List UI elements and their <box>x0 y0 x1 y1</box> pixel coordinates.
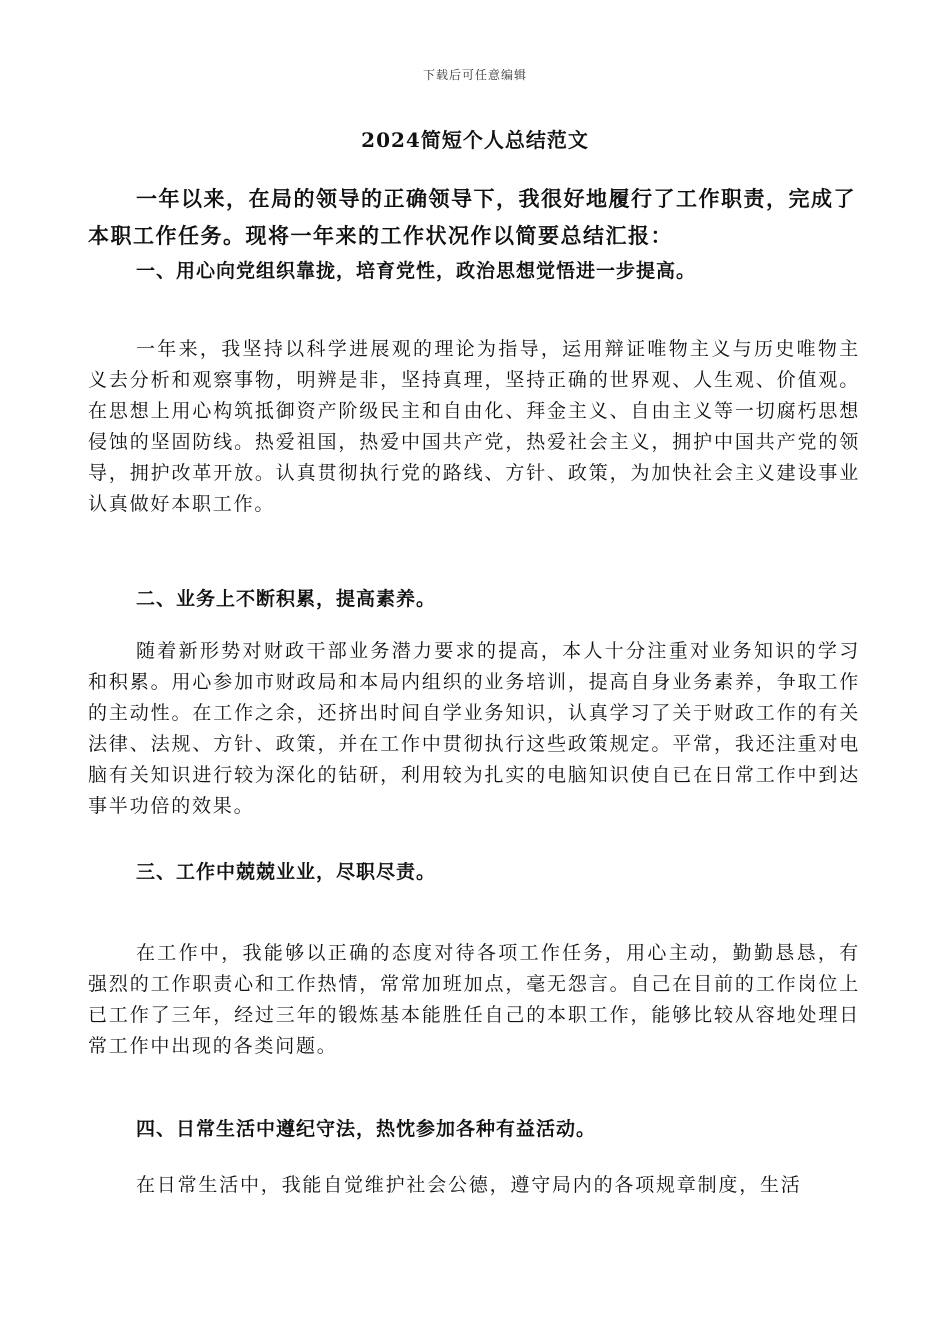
section-4-body: 在日常生活中，我能自觉维护社会公德，遵守局内的各项规章制度，生活 <box>136 1174 802 1196</box>
section-2-heading: 二、业务上不断积累，提高素养。 <box>136 588 437 610</box>
section-4-heading: 四、日常生活中遵纪守法，热忱参加各种有益活动。 <box>136 1118 597 1140</box>
intro-paragraph: 一年以来，在局的领导的正确领导下，我很好地履行了工作职责，完成了本职工作任务。现将一年来的工作状况作以简要总结汇报： <box>88 186 856 248</box>
header-note: 下载后可任意编辑 <box>422 68 527 82</box>
section-3-heading: 三、工作中兢兢业业，尽职尽责。 <box>136 861 437 883</box>
section-3-body: 在工作中，我能够以正确的态度对待各项工作任务，用心主动，勤勤恳恳，有强烈的工作职责心和工作热情，常常加班加点，毫无怨言。自己在目前的工作岗位上已工作了三年，经过三年的锻炼基本能胜任自己的本职工作，能够比较从容地处理日常工作中出现的各类问题。 <box>88 942 860 1057</box>
document-title: 2024简短个人总结范文 <box>361 128 589 152</box>
section-1-body: 一年来，我坚持以科学进展观的理论为指导，运用辩证唯物主义与历史唯物主义去分析和观察事物，明辨是非，坚持真理，坚持正确的世界观、人生观、价值观。在思想上用心构筑抵御资产阶级民主和自由化、拜金主义、自由主义等一切腐朽思想侵蚀的坚固防线。热爱祖国，热爱中国共产党，热爱社会主义，拥护中国共产党的领导，拥护改革开放。认真贯彻执行党的路线、方针、政策，为加快社会主义建设事业认真做好本职工作。 <box>88 338 860 515</box>
section-1-heading: 一、用心向党组织靠拢，培育党性，政治思想觉悟进一步提高。 <box>136 260 697 282</box>
section-2-body: 随着新形势对财政干部业务潜力要求的提高，本人十分注重对业务知识的学习和积累。用心参加市财政局和本局内组织的业务培训，提高自身业务素养，争取工作的主动性。在工作之余，还挤出时间自学业务知识，认真学习了关于财政工作的有关法律、法规、方针、政策，并在工作中贯彻执行这些政策规定。平常，我还注重对电脑有关知识进行较为深化的钻研，利用较为扎实的电脑知识使自已在日常工作中到达事半功倍的效果。 <box>88 640 860 817</box>
